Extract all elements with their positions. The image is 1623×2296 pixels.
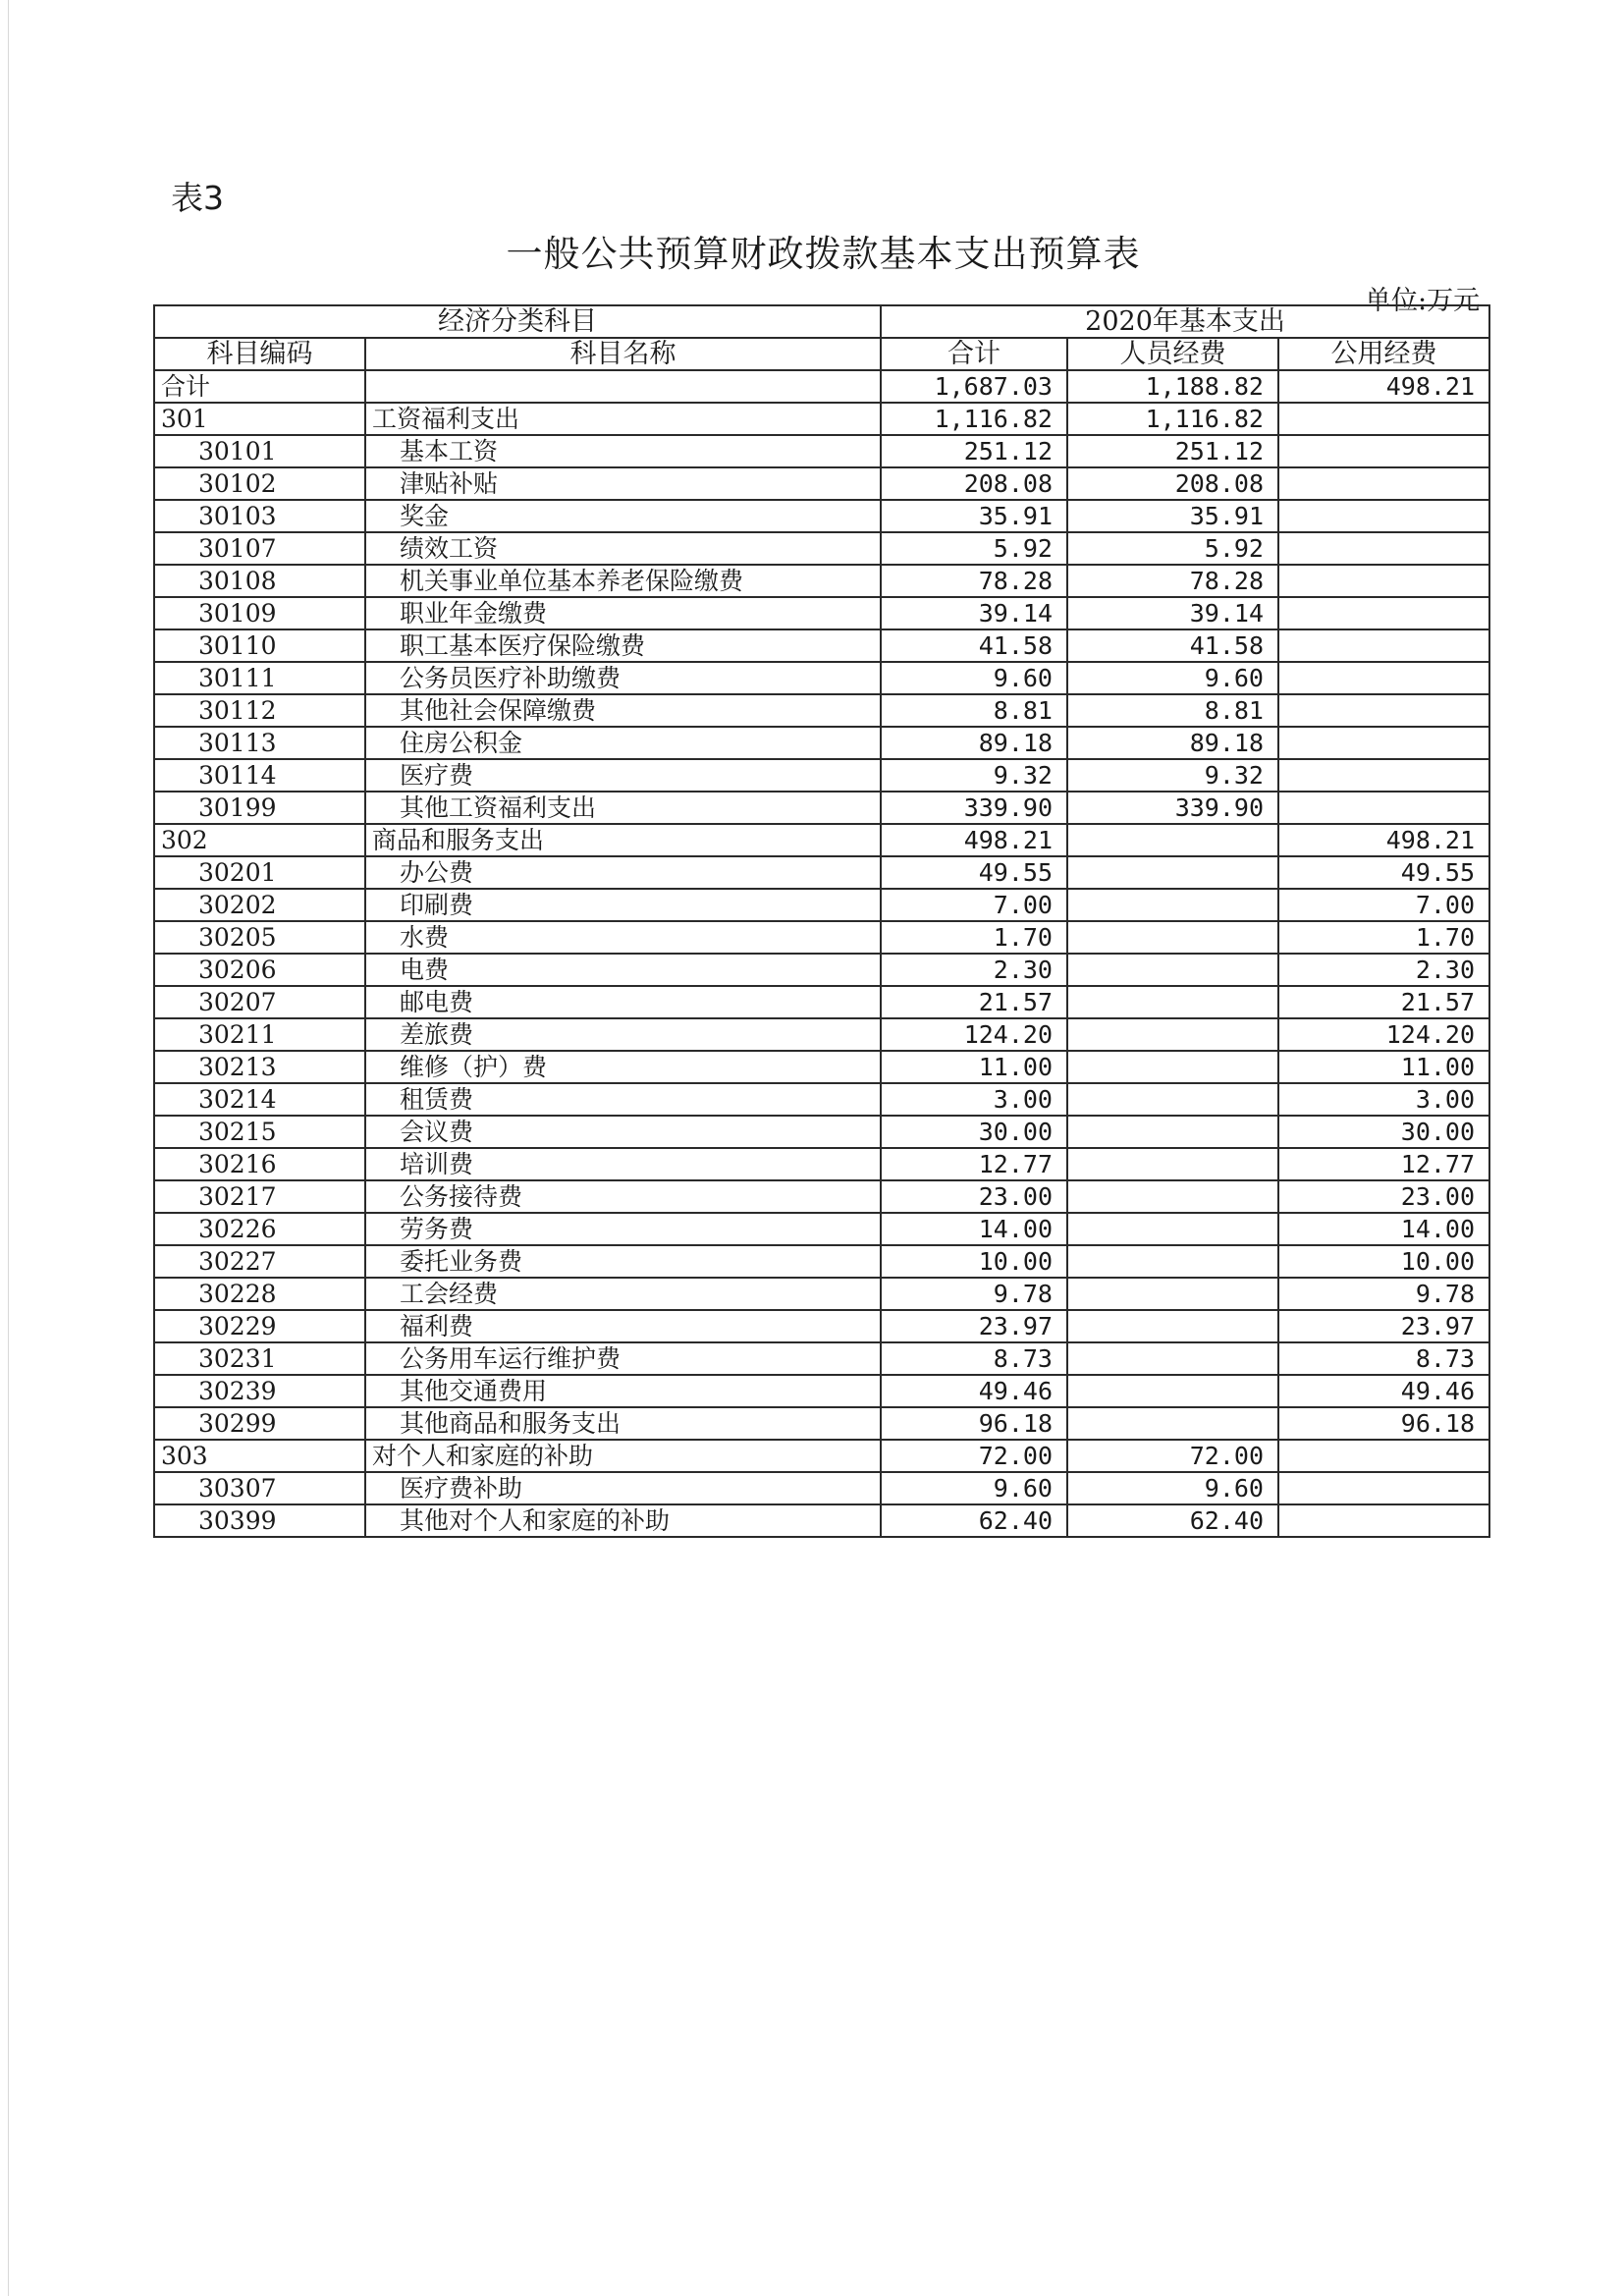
cell-code: 30231 bbox=[154, 1342, 365, 1375]
table-row bbox=[154, 1213, 1489, 1245]
header-total: 合计 bbox=[881, 338, 1067, 370]
cell-public: 10.00 bbox=[1278, 1245, 1489, 1278]
cell-public bbox=[1278, 792, 1489, 824]
cell-name bbox=[365, 370, 881, 403]
cell-total: 11.00 bbox=[881, 1051, 1067, 1083]
cell-personnel bbox=[1067, 824, 1278, 856]
table-row bbox=[154, 694, 1489, 727]
cell-name: 维修（护）费 bbox=[365, 1051, 881, 1083]
cell-code: 30206 bbox=[154, 954, 365, 986]
cell-total: 23.97 bbox=[881, 1310, 1067, 1342]
cell-total: 8.81 bbox=[881, 694, 1067, 727]
cell-total: 89.18 bbox=[881, 727, 1067, 759]
cell-personnel bbox=[1067, 1278, 1278, 1310]
cell-code: 30201 bbox=[154, 856, 365, 889]
cell-public: 49.46 bbox=[1278, 1375, 1489, 1407]
cell-code: 30107 bbox=[154, 532, 365, 565]
cell-code: 30111 bbox=[154, 662, 365, 694]
cell-personnel: 339.90 bbox=[1067, 792, 1278, 824]
cell-personnel bbox=[1067, 1083, 1278, 1116]
table-row bbox=[154, 370, 1489, 403]
cell-total: 9.32 bbox=[881, 759, 1067, 792]
cell-name: 公务接待费 bbox=[365, 1180, 881, 1213]
cell-public: 9.78 bbox=[1278, 1278, 1489, 1310]
table-row bbox=[154, 1083, 1489, 1116]
cell-total: 72.00 bbox=[881, 1440, 1067, 1472]
cell-public: 7.00 bbox=[1278, 889, 1489, 921]
cell-name: 办公费 bbox=[365, 856, 881, 889]
document-title: 一般公共预算财政拨款基本支出预算表 bbox=[506, 233, 1141, 275]
cell-personnel: 9.60 bbox=[1067, 662, 1278, 694]
table-row bbox=[154, 500, 1489, 532]
cell-public: 49.55 bbox=[1278, 856, 1489, 889]
header-econ-class: 经济分类科目 bbox=[154, 305, 881, 338]
cell-personnel: 5.92 bbox=[1067, 532, 1278, 565]
table-row bbox=[154, 1407, 1489, 1440]
cell-code: 30214 bbox=[154, 1083, 365, 1116]
table-row bbox=[154, 662, 1489, 694]
cell-public: 14.00 bbox=[1278, 1213, 1489, 1245]
cell-personnel bbox=[1067, 1148, 1278, 1180]
cell-public: 498.21 bbox=[1278, 824, 1489, 856]
cell-public: 23.97 bbox=[1278, 1310, 1489, 1342]
cell-name: 电费 bbox=[365, 954, 881, 986]
table-row bbox=[154, 792, 1489, 824]
cell-name: 委托业务费 bbox=[365, 1245, 881, 1278]
cell-name: 商品和服务支出 bbox=[365, 824, 881, 856]
cell-code: 30229 bbox=[154, 1310, 365, 1342]
cell-code: 30228 bbox=[154, 1278, 365, 1310]
budget-table bbox=[153, 304, 1490, 1538]
cell-name: 医疗费 bbox=[365, 759, 881, 792]
table-row bbox=[154, 759, 1489, 792]
cell-personnel: 39.14 bbox=[1067, 597, 1278, 629]
cell-name: 医疗费补助 bbox=[365, 1472, 881, 1504]
cell-code: 30101 bbox=[154, 435, 365, 467]
cell-name: 基本工资 bbox=[365, 435, 881, 467]
cell-name: 培训费 bbox=[365, 1148, 881, 1180]
cell-personnel: 72.00 bbox=[1067, 1440, 1278, 1472]
cell-personnel: 1,188.82 bbox=[1067, 370, 1278, 403]
cell-code: 30207 bbox=[154, 986, 365, 1018]
cell-name: 公务员医疗补助缴费 bbox=[365, 662, 881, 694]
header-name: 科目名称 bbox=[365, 338, 881, 370]
cell-total: 9.60 bbox=[881, 1472, 1067, 1504]
cell-public bbox=[1278, 727, 1489, 759]
cell-public bbox=[1278, 629, 1489, 662]
cell-total: 49.55 bbox=[881, 856, 1067, 889]
table-row bbox=[154, 1375, 1489, 1407]
cell-total: 124.20 bbox=[881, 1018, 1067, 1051]
cell-code: 30205 bbox=[154, 921, 365, 954]
header-year-basic: 2020年基本支出 bbox=[881, 305, 1489, 338]
cell-code: 30399 bbox=[154, 1504, 365, 1537]
cell-personnel: 9.32 bbox=[1067, 759, 1278, 792]
cell-code: 301 bbox=[154, 403, 365, 435]
cell-personnel bbox=[1067, 1051, 1278, 1083]
cell-total: 14.00 bbox=[881, 1213, 1067, 1245]
cell-public: 23.00 bbox=[1278, 1180, 1489, 1213]
table-row bbox=[154, 629, 1489, 662]
cell-public: 3.00 bbox=[1278, 1083, 1489, 1116]
table-row bbox=[154, 1504, 1489, 1537]
cell-code: 30102 bbox=[154, 467, 365, 500]
cell-public: 30.00 bbox=[1278, 1116, 1489, 1148]
unit-label: 单位:万元 bbox=[1365, 286, 1481, 316]
table-row bbox=[154, 1180, 1489, 1213]
cell-total: 8.73 bbox=[881, 1342, 1067, 1375]
table-row bbox=[154, 1148, 1489, 1180]
cell-code: 30114 bbox=[154, 759, 365, 792]
cell-code: 30110 bbox=[154, 629, 365, 662]
cell-public bbox=[1278, 1504, 1489, 1537]
cell-code: 30239 bbox=[154, 1375, 365, 1407]
cell-total: 498.21 bbox=[881, 824, 1067, 856]
cell-public: 124.20 bbox=[1278, 1018, 1489, 1051]
cell-public bbox=[1278, 662, 1489, 694]
cell-name: 租赁费 bbox=[365, 1083, 881, 1116]
header-row-2 bbox=[154, 338, 1489, 370]
cell-public: 21.57 bbox=[1278, 986, 1489, 1018]
cell-personnel bbox=[1067, 856, 1278, 889]
cell-public: 1.70 bbox=[1278, 921, 1489, 954]
cell-code: 30211 bbox=[154, 1018, 365, 1051]
cell-public bbox=[1278, 500, 1489, 532]
cell-name: 印刷费 bbox=[365, 889, 881, 921]
cell-code: 30109 bbox=[154, 597, 365, 629]
cell-total: 1,687.03 bbox=[881, 370, 1067, 403]
table-row bbox=[154, 986, 1489, 1018]
cell-personnel bbox=[1067, 921, 1278, 954]
cell-personnel: 251.12 bbox=[1067, 435, 1278, 467]
table-row bbox=[154, 1051, 1489, 1083]
table-row bbox=[154, 1018, 1489, 1051]
cell-personnel: 9.60 bbox=[1067, 1472, 1278, 1504]
table-row bbox=[154, 921, 1489, 954]
table-row bbox=[154, 435, 1489, 467]
cell-code: 302 bbox=[154, 824, 365, 856]
cell-personnel: 78.28 bbox=[1067, 565, 1278, 597]
cell-public: 12.77 bbox=[1278, 1148, 1489, 1180]
cell-personnel bbox=[1067, 1018, 1278, 1051]
cell-total: 9.78 bbox=[881, 1278, 1067, 1310]
cell-total: 251.12 bbox=[881, 435, 1067, 467]
cell-name: 其他社会保障缴费 bbox=[365, 694, 881, 727]
cell-personnel: 41.58 bbox=[1067, 629, 1278, 662]
cell-public: 498.21 bbox=[1278, 370, 1489, 403]
cell-public bbox=[1278, 467, 1489, 500]
cell-personnel: 208.08 bbox=[1067, 467, 1278, 500]
cell-personnel bbox=[1067, 1116, 1278, 1148]
table-row bbox=[154, 824, 1489, 856]
cell-name: 公务用车运行维护费 bbox=[365, 1342, 881, 1375]
cell-total: 339.90 bbox=[881, 792, 1067, 824]
table-row bbox=[154, 403, 1489, 435]
cell-total: 35.91 bbox=[881, 500, 1067, 532]
cell-public bbox=[1278, 1472, 1489, 1504]
cell-total: 9.60 bbox=[881, 662, 1067, 694]
cell-public bbox=[1278, 1440, 1489, 1472]
cell-public bbox=[1278, 435, 1489, 467]
cell-code: 30113 bbox=[154, 727, 365, 759]
cell-total: 96.18 bbox=[881, 1407, 1067, 1440]
cell-total: 49.46 bbox=[881, 1375, 1067, 1407]
cell-personnel bbox=[1067, 1213, 1278, 1245]
cell-total: 3.00 bbox=[881, 1083, 1067, 1116]
cell-name: 机关事业单位基本养老保险缴费 bbox=[365, 565, 881, 597]
header-public: 公用经费 bbox=[1278, 338, 1489, 370]
cell-total: 23.00 bbox=[881, 1180, 1067, 1213]
cell-public: 2.30 bbox=[1278, 954, 1489, 986]
cell-personnel: 35.91 bbox=[1067, 500, 1278, 532]
cell-code: 合计 bbox=[154, 370, 365, 403]
cell-public bbox=[1278, 597, 1489, 629]
cell-personnel bbox=[1067, 986, 1278, 1018]
table-row bbox=[154, 727, 1489, 759]
table-row bbox=[154, 1342, 1489, 1375]
table-row bbox=[154, 856, 1489, 889]
cell-personnel bbox=[1067, 1310, 1278, 1342]
cell-name: 奖金 bbox=[365, 500, 881, 532]
cell-name: 对个人和家庭的补助 bbox=[365, 1440, 881, 1472]
cell-name: 津贴补贴 bbox=[365, 467, 881, 500]
cell-total: 78.28 bbox=[881, 565, 1067, 597]
cell-code: 30307 bbox=[154, 1472, 365, 1504]
cell-public bbox=[1278, 759, 1489, 792]
cell-name: 职工基本医疗保险缴费 bbox=[365, 629, 881, 662]
cell-name: 福利费 bbox=[365, 1310, 881, 1342]
cell-public: 8.73 bbox=[1278, 1342, 1489, 1375]
cell-code: 30199 bbox=[154, 792, 365, 824]
cell-code: 30202 bbox=[154, 889, 365, 921]
table-row bbox=[154, 889, 1489, 921]
cell-name: 其他工资福利支出 bbox=[365, 792, 881, 824]
cell-code: 30213 bbox=[154, 1051, 365, 1083]
cell-code: 30227 bbox=[154, 1245, 365, 1278]
table-row bbox=[154, 1116, 1489, 1148]
header-code: 科目编码 bbox=[154, 338, 365, 370]
cell-name: 差旅费 bbox=[365, 1018, 881, 1051]
cell-code: 30103 bbox=[154, 500, 365, 532]
cell-personnel: 1,116.82 bbox=[1067, 403, 1278, 435]
scan-edge-line bbox=[8, 0, 9, 2296]
cell-total: 2.30 bbox=[881, 954, 1067, 986]
cell-public: 96.18 bbox=[1278, 1407, 1489, 1440]
cell-public: 11.00 bbox=[1278, 1051, 1489, 1083]
table-row bbox=[154, 532, 1489, 565]
cell-total: 62.40 bbox=[881, 1504, 1067, 1537]
cell-name: 职业年金缴费 bbox=[365, 597, 881, 629]
table-row bbox=[154, 597, 1489, 629]
cell-personnel bbox=[1067, 1342, 1278, 1375]
header-personnel: 人员经费 bbox=[1067, 338, 1278, 370]
cell-total: 10.00 bbox=[881, 1245, 1067, 1278]
cell-personnel bbox=[1067, 1180, 1278, 1213]
table-row bbox=[154, 1440, 1489, 1472]
cell-personnel bbox=[1067, 954, 1278, 986]
cell-total: 1.70 bbox=[881, 921, 1067, 954]
header-row-1 bbox=[154, 305, 1489, 338]
cell-name: 工资福利支出 bbox=[365, 403, 881, 435]
cell-total: 41.58 bbox=[881, 629, 1067, 662]
cell-name: 邮电费 bbox=[365, 986, 881, 1018]
cell-code: 30216 bbox=[154, 1148, 365, 1180]
table-row bbox=[154, 954, 1489, 986]
cell-personnel bbox=[1067, 1407, 1278, 1440]
cell-name: 劳务费 bbox=[365, 1213, 881, 1245]
cell-total: 21.57 bbox=[881, 986, 1067, 1018]
cell-code: 30215 bbox=[154, 1116, 365, 1148]
cell-code: 30217 bbox=[154, 1180, 365, 1213]
cell-code: 30108 bbox=[154, 565, 365, 597]
cell-code: 303 bbox=[154, 1440, 365, 1472]
table-number-label: 表3 bbox=[171, 179, 224, 217]
cell-name: 其他交通费用 bbox=[365, 1375, 881, 1407]
cell-personnel bbox=[1067, 1375, 1278, 1407]
cell-public bbox=[1278, 565, 1489, 597]
table-row bbox=[154, 467, 1489, 500]
cell-code: 30112 bbox=[154, 694, 365, 727]
cell-name: 绩效工资 bbox=[365, 532, 881, 565]
cell-total: 12.77 bbox=[881, 1148, 1067, 1180]
cell-personnel: 8.81 bbox=[1067, 694, 1278, 727]
table-row bbox=[154, 1278, 1489, 1310]
cell-name: 其他对个人和家庭的补助 bbox=[365, 1504, 881, 1537]
cell-personnel: 89.18 bbox=[1067, 727, 1278, 759]
cell-name: 会议费 bbox=[365, 1116, 881, 1148]
cell-personnel bbox=[1067, 889, 1278, 921]
cell-public bbox=[1278, 694, 1489, 727]
table-row bbox=[154, 1245, 1489, 1278]
table-row bbox=[154, 1310, 1489, 1342]
cell-total: 208.08 bbox=[881, 467, 1067, 500]
cell-public bbox=[1278, 532, 1489, 565]
cell-name: 其他商品和服务支出 bbox=[365, 1407, 881, 1440]
cell-code: 30299 bbox=[154, 1407, 365, 1440]
cell-total: 39.14 bbox=[881, 597, 1067, 629]
cell-public bbox=[1278, 403, 1489, 435]
cell-name: 工会经费 bbox=[365, 1278, 881, 1310]
cell-total: 5.92 bbox=[881, 532, 1067, 565]
cell-total: 1,116.82 bbox=[881, 403, 1067, 435]
cell-total: 7.00 bbox=[881, 889, 1067, 921]
cell-name: 住房公积金 bbox=[365, 727, 881, 759]
cell-personnel bbox=[1067, 1245, 1278, 1278]
cell-name: 水费 bbox=[365, 921, 881, 954]
table-row bbox=[154, 1472, 1489, 1504]
cell-code: 30226 bbox=[154, 1213, 365, 1245]
table-row bbox=[154, 565, 1489, 597]
cell-total: 30.00 bbox=[881, 1116, 1067, 1148]
cell-personnel: 62.40 bbox=[1067, 1504, 1278, 1537]
